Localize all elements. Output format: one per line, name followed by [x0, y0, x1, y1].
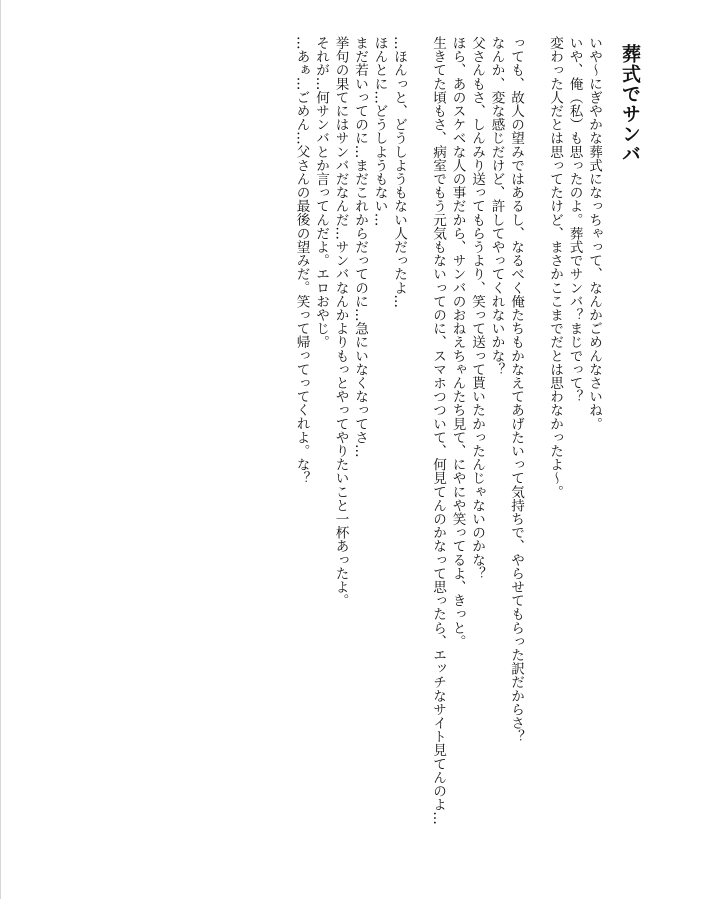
- text-line: ほら、あのスケベな人の事だから、サンバのおねえちゃんたち見て、にやにや笑ってるよ、きっと。: [449, 36, 466, 648]
- document-title: 葬式でサンバ: [619, 44, 641, 164]
- text-line: 父さんもさ、しんみり送ってもらうより、笑って送って貰いたかったんじゃないのかな？: [469, 36, 485, 580]
- text-line: …ほんっと、どうしようもない人だったよ…: [391, 36, 407, 308]
- text-line: っても、故人の望みではあるし、なるべく俺たちもかなえてあげたいって気持ちで、やらせてもらった訳だからさ？: [508, 36, 524, 744]
- text-line: 生きてた頃もさ、病室でもう元気もないってのに、スマホつついて、何見てんのかなって思ったら、エッチなサイト見てんのよ…: [430, 36, 446, 825]
- text-line: まだ若いってのに…まだこれからだってのに…急にいなくなってさ…: [352, 36, 368, 458]
- text-line: 変わった人だとは思ってたけど、まさかここまでだとは思わなかったよ〜。: [547, 36, 563, 499]
- paragraph-gap: [408, 36, 428, 46]
- text-line: いや、俺（私）も思ったのよ。葬式でサンバ？まじでって？: [566, 36, 583, 404]
- text-line: いや〜にぎやかな葬式になっちゃって、なんかごめんなさいね。: [586, 36, 602, 431]
- text-line: ほんとに…どうしようもない…: [371, 36, 388, 227]
- paragraph-2: [428, 36, 526, 886]
- text-line: それが…何サンバとか言ってんだよ。エロおやじ。: [313, 36, 329, 349]
- vertical-text-column: [291, 36, 645, 886]
- paragraph-1: [545, 36, 604, 886]
- paragraph-3: [291, 36, 408, 886]
- text-line: 挙句の果てにはサンバだなんだ…サンバなんかよりもっとやってやりたいこと一杯あったよ。: [332, 36, 349, 608]
- text-line: …あぁ…ごめん…父さんの最後の望みだ。笑って帰ってってくれよ。な？: [293, 36, 310, 485]
- text-line: なんか、変な感じだけど、許してやってくれないかな？: [488, 36, 505, 376]
- paragraph-gap: [525, 36, 545, 46]
